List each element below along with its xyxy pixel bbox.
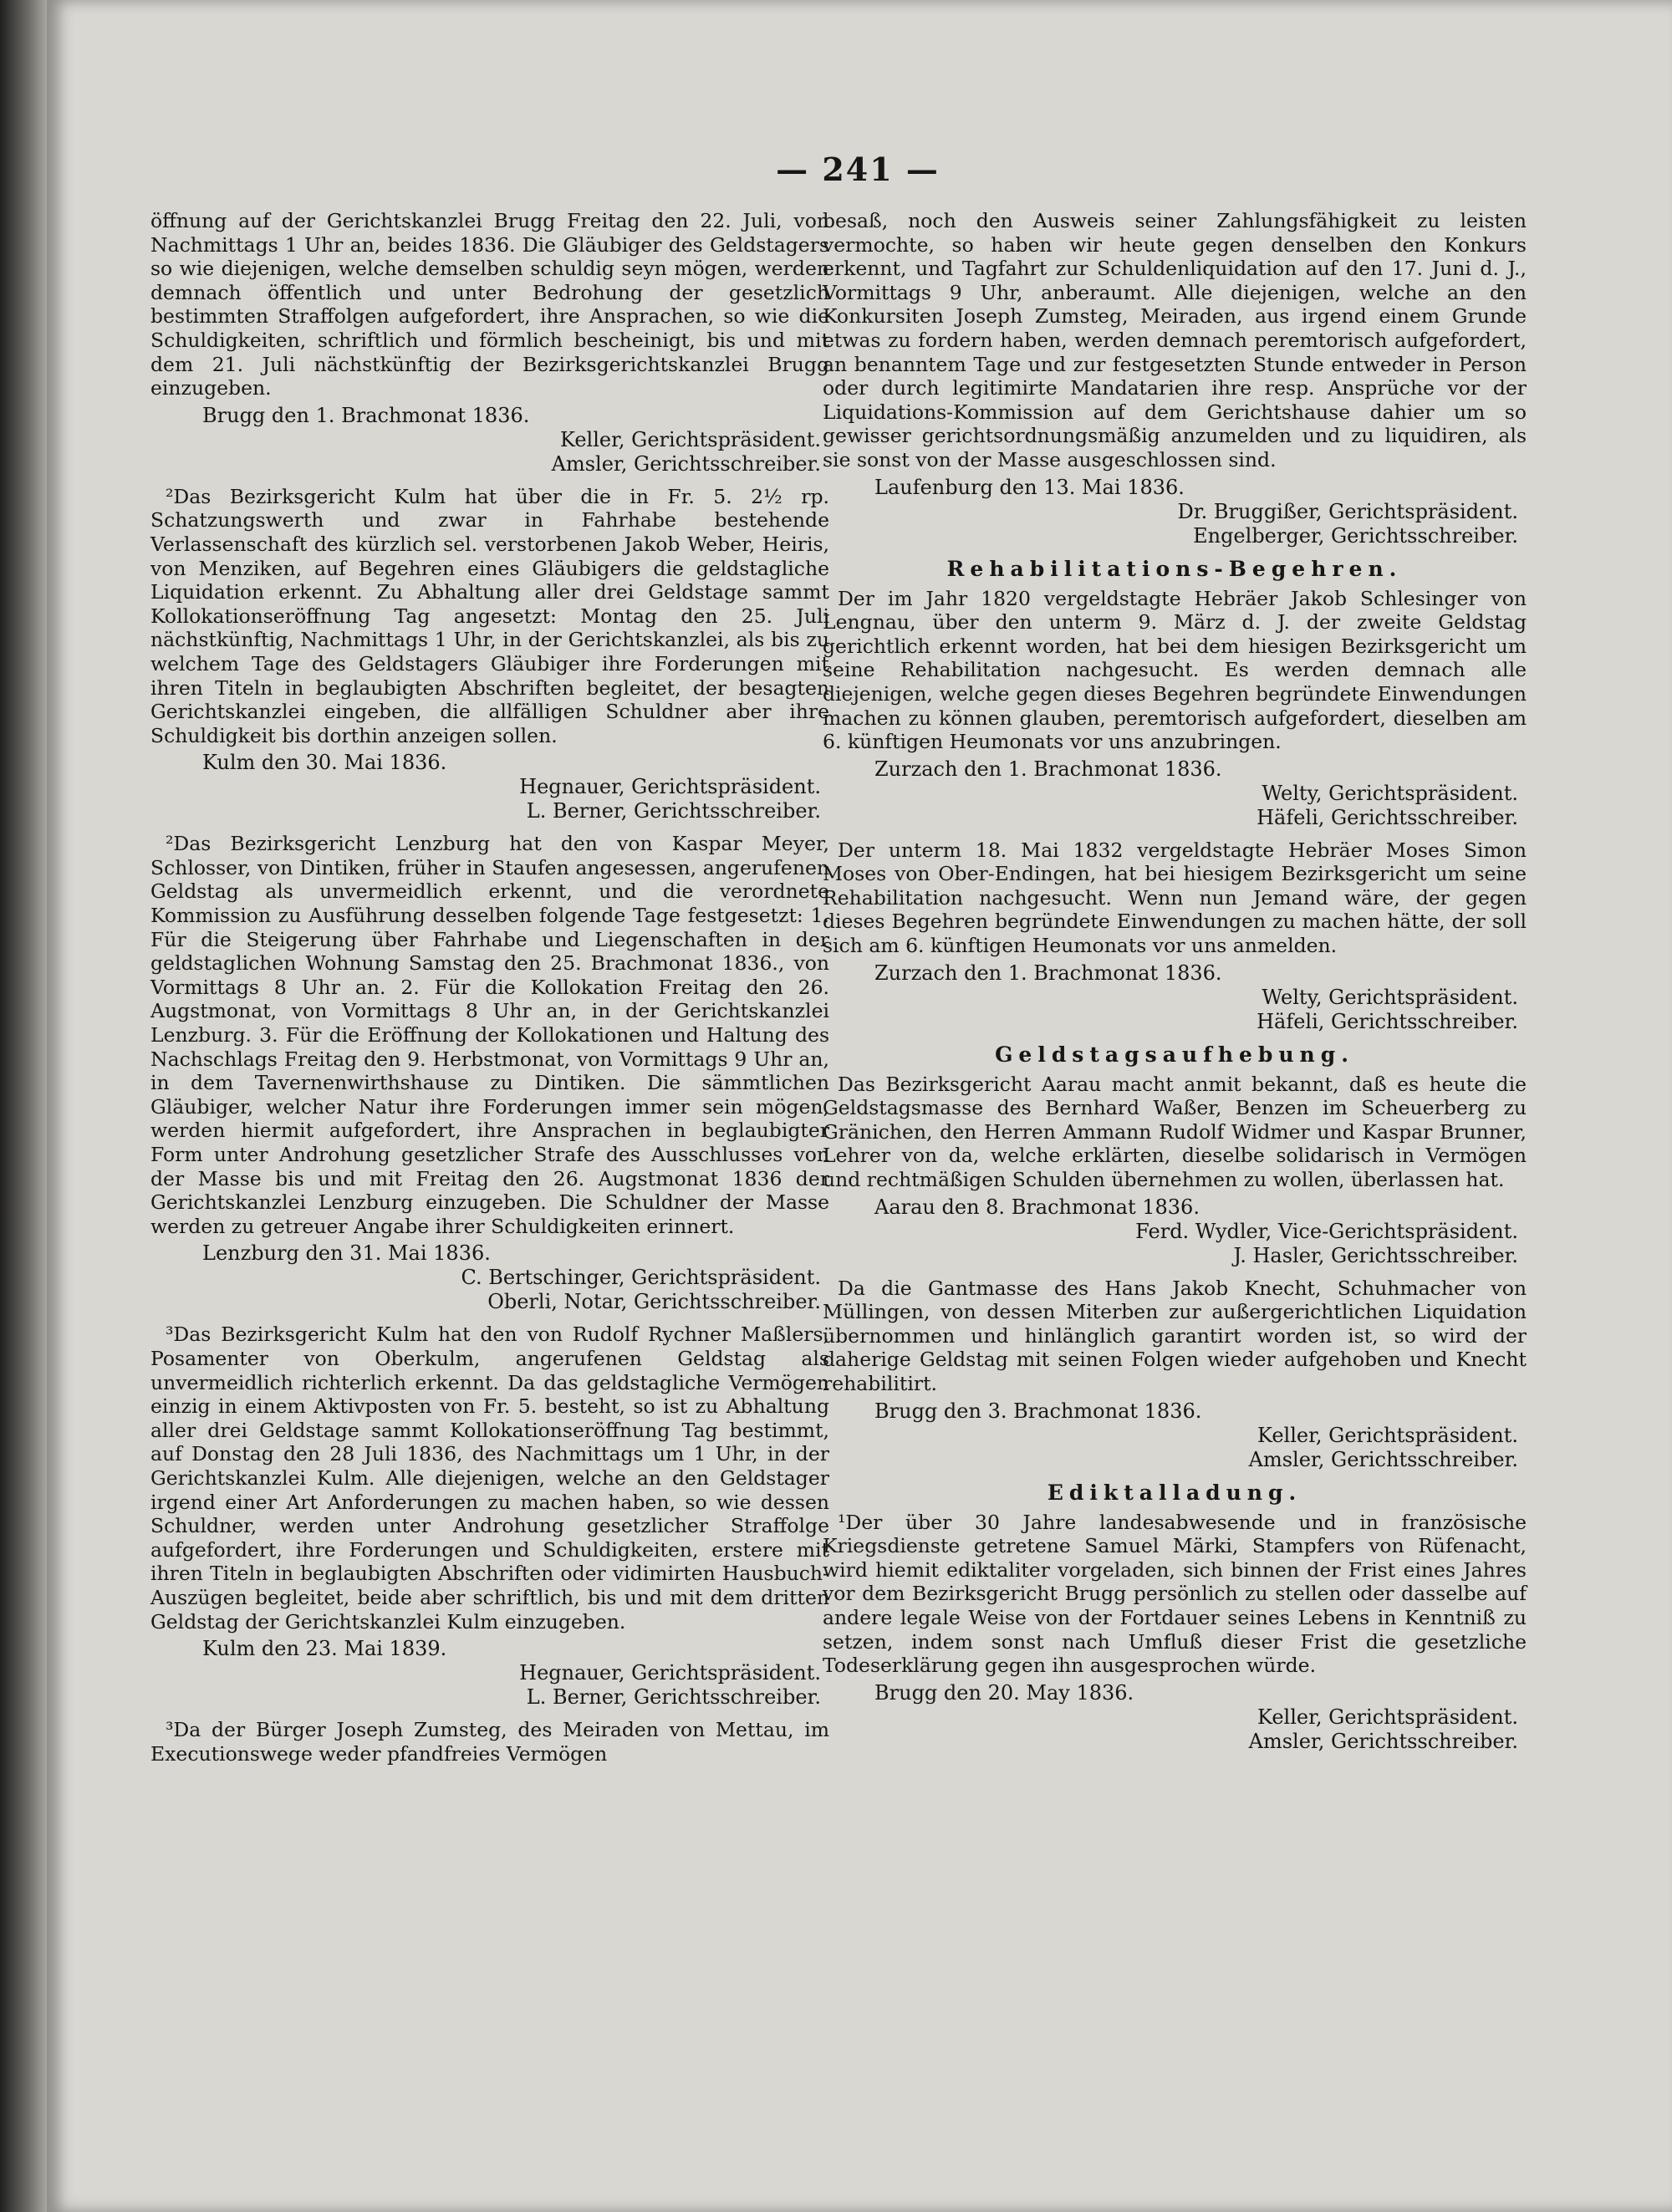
signature-president: Welty, Gerichtspräsident.: [1262, 781, 1518, 805]
signature-clerk: Oberli, Notar, Gerichtsschreiber.: [487, 1290, 821, 1314]
dateline: Zurzach den 1. Brachmonat 1836.: [874, 961, 1222, 985]
notice-kulm-rychner: ³Das Bezirksgericht Kulm hat den von Rudolf Rychner Maßlers, Posamenter von Oberkulm, angerufenen Geldstag als unvermeidlich richterlich erkennt. Da das geldstagliche Vermögen einzig in einem Aktivposten von Fr. 5. besteht, so ist zu Abhaltung aller drei Geldstage sammt Kollokationseröffnung Tag bestimmt, auf Donstag den 28 Juli 1836, des Nachmittags um 1 Uhr, in der Gerichtskanzlei Kulm. Alle diejenigen, welche an den Geldstager irgend einer Art Anforderungen zu machen haben, so wie dessen Schuldner, werden unter Androhung gesetzlicher Straffolge aufgefordert, ihre Forderungen und Schuldigkeiten, erstere mit ihren Titeln in beglaubigten Abschriften oder vidimirten Hausbuch-Auszügen begleitet, beide aber schriftlich, bis und mit dem dritten Geldstag der Gerichtskanzlei Kulm einzugeben.: [150, 1323, 829, 1634]
page-number: — 241 —: [776, 150, 940, 188]
notice-edikt-maerki: ¹Der über 30 Jahre landesabwesende und in französische Kriegsdienste getretene Samuel Märki, Stampfers von Rüfenacht, wird hiemit ediktaliter vorgeladen, sich binnen der Frist eines Jahres vor dem Bezirksgericht Brugg persönlich zu stellen oder dasselbe auf andere legale Weise von der Fortdauer seines Lebens in Kenntniß zu setzen, indem sonst nach Umfluß dieser Frist die gesetzliche Todeserklärung gegen ihn ausgesprochen würde.: [823, 1510, 1527, 1678]
dateline: Lenzburg den 31. Mai 1836.: [202, 1241, 491, 1266]
signature-clerk: Engelberger, Gerichtsschreiber.: [1193, 523, 1518, 548]
notice-rehab-schlesinger: Der im Jahr 1820 vergeldstagte Hebräer Jakob Schlesinger von Lengnau, über den unterm 9. März d. J. der zweite Geldstag gerichtlich erkennt worden, hat bei dem hiesigen Bezirksgericht um seine Rehabilitation nachgesucht. Es werden demnach alle diejenigen, welche gegen dieses Begehren begründete Einwendungen machen zu können glauben, peremtorisch aufgefordert, dieselben am 6. künftigen Heumonats vor uns anzubringen.: [823, 586, 1527, 754]
newspaper-page: [47, 0, 1672, 2212]
section-heading-ediktalladung: Ediktalladung.: [1047, 1480, 1302, 1505]
signature-president: C. Bertschinger, Gerichtspräsident.: [461, 1266, 821, 1290]
notice-mettau-zumsteg: ³Da der Bürger Joseph Zumsteg, des Meiraden von Mettau, im Executionswege weder pfandfreies Vermögen: [150, 1718, 829, 1766]
signature-president: Welty, Gerichtspräsident.: [1262, 985, 1518, 1009]
adjacent-page-edge: [0, 0, 47, 2212]
signature-president: Keller, Gerichtspräsident.: [1257, 1423, 1518, 1447]
left-column: [150, 209, 829, 1769]
section-heading-rehabilitation: Rehabilitations-Begehren.: [946, 556, 1403, 581]
notice-lenzburg-meyer: ²Das Bezirksgericht Lenzburg hat den von Kaspar Meyer, Schlosser, von Dintiken, früher in Staufen angesessen, angerufenen Geldstag als unvermeidlich erkennt, und die verordnete Kommission zu Ausführung desselben folgende Tage festgesetzt: 1. Für die Steigerung über Fahrhabe und Liegenschaften in der geldstaglichen Wohnung Samstag den 25. Brachmonat 1836., von Vormittags 8 Uhr an. 2. Für die Kollokation Freitag den 26. Augstmonat, von Vormittags 8 Uhr an, in der Gerichtskanzlei Lenzburg. 3. Für die Eröffnung der Kollokationen und Haltung des Nachschlags Freitag den 9. Herbstmonat, von Vormittags 9 Uhr an, in dem Tavernenwirthshause zu Dintiken. Die sämmtlichen Gläubiger, welcher Natur ihre Forderungen immer sein mögen, werden hiermit aufgefordert, ihre Ansprachen in beglaubigter Form unter Androhung gesetzlicher Strafe des Ausschlusses von der Masse bis und mit Freitag den 26. Augstmonat 1836 der Gerichtskanzlei Lenzburg einzugeben. Die Schuldner der Masse werden zu getreuer Angabe ihrer Schuldigkeiten erinnert.: [150, 832, 829, 1238]
dateline: Zurzach den 1. Brachmonat 1836.: [874, 757, 1222, 781]
notice-kulm-weber: ²Das Bezirksgericht Kulm hat über die in Fr. 5. 2½ rp. Schatzungswerth und zwar in Fahrhabe bestehende Verlassenschaft des kürzlich sel. verstorbenen Jakob Weber, Heiris, von Menziken, auf Begehren eines Gläubigers die geldstagliche Liquidation erkennt. Zu Abhaltung aller drei Geldstage sammt Kollokationseröffnung Tag angesetzt: Montag den 25. Juli nächstkünftig, Nachmittags 1 Uhr, in der Gerichtskanzlei, als bis zu welchem Tage des Geldstagers Gläubiger ihre Forderungen mit ihren Titeln in beglaubigten Abschriften begleitet, der besagten Gerichtskanzlei eingeben, die allfälligen Schuldner aber ihre Schuldigkeit bis dorthin anzeigen sollen.: [150, 484, 829, 747]
dateline: Brugg den 20. May 1836.: [874, 1680, 1134, 1705]
signature-clerk: Amsler, Gerichtsschreiber.: [1248, 1729, 1518, 1753]
dateline: Kulm den 23. Mai 1839.: [202, 1637, 447, 1661]
notice-aarau-wasser: Das Bezirksgericht Aarau macht anmit bekannt, daß es heute die Geldstagsmasse des Bernhard Waßer, Benzen im Scheuerberg zu Gränichen, den Herren Ammann Rudolf Widmer und Kaspar Brunner, Lehrer von da, welche erklärten, dieselbe solidarisch in Vermögen und rechtmäßigen Schulden übernehmen zu wollen, überlassen hat.: [823, 1072, 1527, 1192]
dateline: Kulm den 30. Mai 1836.: [202, 751, 447, 775]
dateline: Laufenburg den 13. Mai 1836.: [874, 475, 1185, 499]
dateline: Aarau den 8. Brachmonat 1836.: [874, 1195, 1200, 1219]
signature-clerk: Häfeli, Gerichtsschreiber.: [1257, 805, 1518, 829]
signature-president: Ferd. Wydler, Vice-Gerichtspräsident.: [1135, 1219, 1518, 1243]
signature-president: Keller, Gerichtspräsident.: [1257, 1705, 1518, 1729]
signature-clerk: L. Berner, Gerichtsschreiber.: [526, 1685, 821, 1710]
notice-mettau-continued: besaß, noch den Ausweis seiner Zahlungsfähigkeit zu leisten vermochte, so haben wir heute gegen denselben den Konkurs erkennt, und Tagfahrt zur Schuldenliquidation auf den 17. Juni d. J., Vormittags 9 Uhr, anberaumt. Alle diejenigen, welche an den Konkursiten Joseph Zumsteg, Meiraden, aus irgend einem Grunde etwas zu fordern haben, werden demnach peremtorisch aufgefordert, an benanntem Tage und zur festgesetzten Stunde entweder in Person oder durch legitimirte Mandatarien ihre resp. Ansprüche vor der Liquidations-Kommission auf dem Gerichtshause dahier um so gewisser gerichtsordnungsmäßig anzumelden und zu liquidiren, als sie sonst von der Masse ausgeschlossen sind.: [823, 209, 1527, 471]
notice-brugg-continued: öffnung auf der Gerichtskanzlei Brugg Freitag den 22. Juli, von Nachmittags 1 Uhr an, beides 1836. Die Gläubiger des Geldstagers so wie diejenigen, welche demselben schuldig seyn mögen, werden demnach öffentlich und unter Bedrohung der gesetzlich bestimmten Straffolgen aufgefordert, ihre Ansprachen, so wie die Schuldigkeiten, schriftlich und förmlich bescheinigt, bis und mit dem 21. Juli nächstkünftig der Bezirksgerichtskanzlei Brugg einzugeben.: [150, 209, 829, 400]
dateline: Brugg den 1. Brachmonat 1836.: [202, 403, 530, 427]
signature-president: Hegnauer, Gerichtspräsident.: [519, 1661, 821, 1685]
right-column: [823, 209, 1527, 1754]
signature-president: Hegnauer, Gerichtspräsident.: [519, 775, 821, 799]
signature-clerk: Amsler, Gerichtsschreiber.: [1248, 1447, 1518, 1471]
signature-clerk: L. Berner, Gerichtsschreiber.: [526, 799, 821, 823]
signature-president: Keller, Gerichtspräsident.: [560, 427, 821, 451]
signature-clerk: J. Hasler, Gerichtsschreiber.: [1233, 1243, 1518, 1267]
notice-brugg-knecht: Da die Gantmasse des Hans Jakob Knecht, Schuhmacher von Müllingen, von dessen Miterben zur außergerichtlichen Liquidation übernommen und hinlänglich garantirt worden ist, so wird der daherige Geldstag mit seinen Folgen wieder aufgehoben und Knecht rehabilitirt.: [823, 1276, 1527, 1395]
dateline: Brugg den 3. Brachmonat 1836.: [874, 1399, 1202, 1423]
signature-clerk: Amsler, Gerichtsschreiber.: [551, 451, 821, 476]
signature-clerk: Häfeli, Gerichtsschreiber.: [1257, 1009, 1518, 1033]
notice-rehab-moses: Der unterm 18. Mai 1832 vergeldstagte Hebräer Moses Simon Moses von Ober-Endingen, hat bei hiesigem Bezirksgericht um seine Rehabilitation nachgesucht. Wenn nun Jemand wäre, der gegen dieses Begehren begründete Einwendungen zu machen hätte, der soll sich am 6. künftigen Heumonats vor uns anmelden.: [823, 838, 1527, 958]
section-heading-geldstagsaufhebung: Geldstagsaufhebung.: [995, 1042, 1354, 1067]
signature-president: Dr. Bruggißer, Gerichtspräsident.: [1177, 499, 1518, 523]
